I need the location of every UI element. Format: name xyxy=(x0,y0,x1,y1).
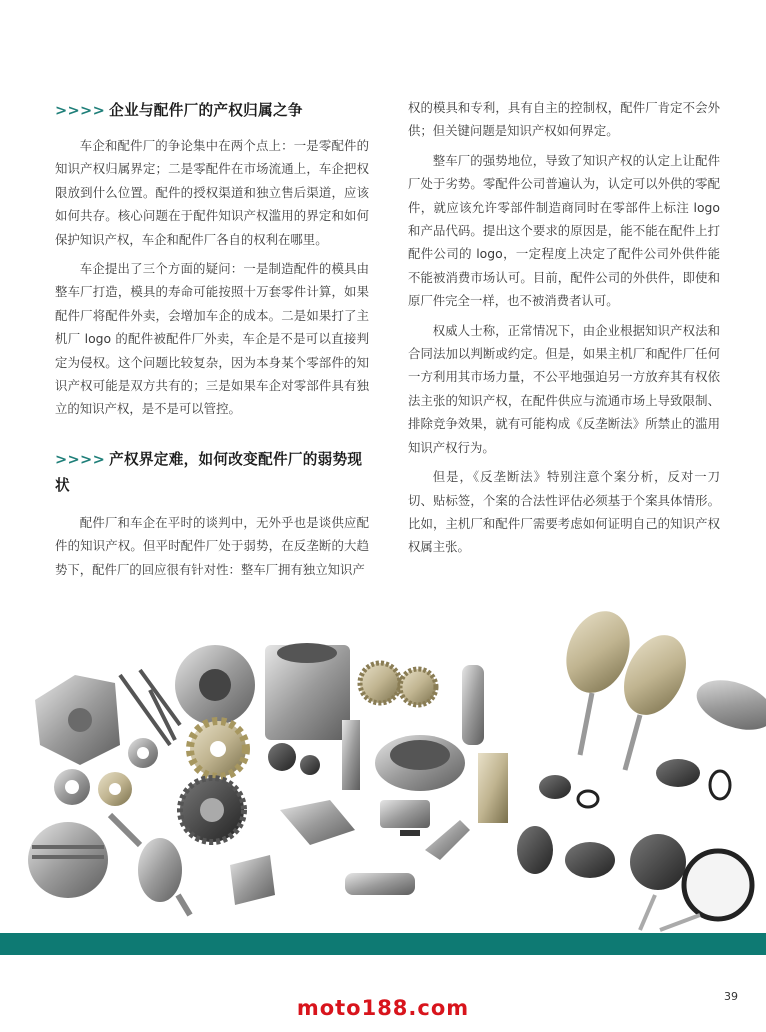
paragraph: 但是，《反垄断法》特别注意个案分析，反对一刀切、贴标签，个案的合法性评估必须基于个案具体情形。比如，主机厂和配件厂需要考虑如何证明自己的知识产权权属主张。 xyxy=(408,469,720,555)
lever-part xyxy=(425,820,470,860)
valves-part xyxy=(120,670,180,745)
paragraph: 配件厂和车企在平时的谈判中，无外乎也是谈供应配件的知识产权。但平时配件厂处于弱势，在反垄断的大趋势下，配件厂的回应很有针对性：整车厂拥有独立知识产 xyxy=(55,514,369,577)
section-heading-1 xyxy=(55,98,369,124)
clutch-basket-part xyxy=(375,735,465,791)
camshaft-part-2 xyxy=(345,873,415,895)
sprocket-part xyxy=(190,721,246,777)
heading-marker: >>>> xyxy=(55,102,106,119)
lock-set-part xyxy=(380,800,430,836)
footer-band xyxy=(0,933,766,955)
paragraph: 车企和配件厂的争论集中在两个点上：一是零配件的知识产权归属界定；二是零配件在市场流通上，车企把权限放到什么位置。配件的授权渠道和独立售后渠道，应该如何共存。核心问题在于配件知识产权滥用的界定和如何保护知识产权，车企和配件厂各自的权利在哪里。 xyxy=(55,138,369,247)
cylinder-block-part xyxy=(265,643,350,740)
paragraph: 权威人士称，正常情况下，由企业根据知识产权法和合同法加以判断或约定。但是，如果主机厂和配件厂任何一方利用其市场力量，不公平地强迫另一方放弃其有权依法主张的知识产权，在配件供应与流通市场上导致限制、排除竞争效果，就有可能构成《反垄断法》所禁止的滥用知识产权行为。 xyxy=(408,322,720,455)
heading-marker: >>>> xyxy=(55,450,106,468)
shaft-part xyxy=(342,720,360,790)
paragraph: 权的模具和专利，具有自主的控制权，配件厂肯定不会外供；但关键问题是知识产权如何界定。 xyxy=(408,100,720,139)
starter-clutch-part xyxy=(180,778,244,842)
piston-part xyxy=(28,822,108,898)
paragraph: 车企提出了三个方面的疑问：一是制造配件的模具由整车厂打造，模具的寿命可能按照十万套零件计算，如果配件厂将配件外卖，会增加车企的成本。二是如果打了主机厂 logo 的配件被配件厂外卖，车企是不是可以直接判定为侵权。这个问题比较复杂，因为本身某个零部件的知识产权可能是双方共有的；三是如果车企对零部件具有独立的知识产权，是不是可以管控。 xyxy=(55,261,369,417)
site-logo-text: moto188.com xyxy=(296,996,470,1020)
heading-text: 企业与配件厂的产权归属之争 xyxy=(109,102,303,119)
section-heading-2 xyxy=(55,447,369,499)
left-column xyxy=(55,96,369,587)
heading-text: 产权界定难，如何改变配件厂的弱势现状 xyxy=(55,450,363,494)
rocker-arms-part xyxy=(230,800,355,905)
clutch-part xyxy=(175,645,255,725)
cylinder-head-part xyxy=(35,675,120,765)
motorcycle-parts-photo xyxy=(0,605,766,935)
transmission-part xyxy=(478,753,508,823)
small-gears-part xyxy=(268,743,320,775)
gears-part xyxy=(360,663,436,705)
right-column xyxy=(408,96,720,565)
page-number: 39 xyxy=(724,990,738,1003)
paragraph: 整车厂的强势地位，导致了知识产权的认定上让配件厂处于劣势。零配件公司普遍认为，认定可以外供的零配件，就应该允许零部件制造商同时在零部件上标注 logo 和产品代码。提出这个要求的原因是，能不能在配件上打配件公司的 logo，一定程度上决定了配件公司外供件能不能被消费市场认可。目前，配件公司的外供件，即使和原厂件完全一样，也不被消费者认可。 xyxy=(408,152,720,309)
crankshaft-part xyxy=(110,815,190,915)
mirrors-part xyxy=(517,605,766,930)
camshaft-part xyxy=(462,665,484,745)
